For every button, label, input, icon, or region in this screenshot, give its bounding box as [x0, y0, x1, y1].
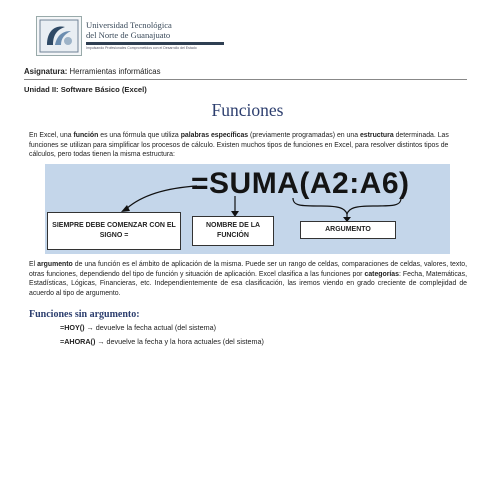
- function-description: → devuelve la fecha y la hora actuales (del sistema): [95, 337, 264, 346]
- formula-example: =SUMA(A2:A6): [191, 167, 410, 200]
- subject-label: Asignatura:: [24, 67, 68, 76]
- function-structure-diagram: [45, 164, 450, 254]
- function-name: =HOY(): [60, 323, 85, 332]
- university-tagline: Impulsando Profesionales Comprometidos con el Desarrollo del Estado: [86, 46, 197, 50]
- function-description: → devuelve la fecha actual (del sistema): [84, 323, 216, 332]
- unit-title: Unidad II: Software Básico (Excel): [24, 85, 147, 94]
- header-divider: [24, 79, 467, 80]
- subject-value: Herramientas informáticas: [69, 67, 161, 76]
- university-emblem-icon: [36, 16, 82, 56]
- university-name-line1: Universidad Tecnológica: [86, 20, 172, 30]
- label-sign: SIEMPRE DEBE COMENZAR CON EL SIGNO =: [47, 212, 181, 250]
- arrowhead-sign: [121, 205, 130, 212]
- arrow-sign: [125, 186, 197, 210]
- example-ahora: [60, 337, 264, 346]
- example-hoy: [60, 323, 216, 332]
- argument-paragraph: El argumento de una función es el ámbito de aplicación de la misma. Puede ser un rango de celdas, comparaciones de celdas, valores, texto, otras funciones, dependiendo del tipo de función y situación de aplicación. Excel clasifica a las funciones por categorías: Fecha, Matemáticas, Estadísticas, Lógicas, Financieras, etc. Independientemente de esa clasificación, las iremos viendo en grado creciente de complejidad de acuerdo al tipo de argumento.: [29, 261, 467, 297]
- label-function-name: NOMBRE DE LA FUNCIÓN: [192, 216, 274, 246]
- university-name-line2: del Norte de Guanajuato: [86, 30, 171, 40]
- logo-divider: [86, 42, 224, 45]
- intro-paragraph: En Excel, una función es una fórmula que utiliza palabras específicas (previamente programadas) en una estructura determinada. Las funciones se utilizan para simplificar los procesos de cálculo. Existen muchos tipos de funciones en Excel, para resolver distintos tipos de cálculos, pero todas tienen la misma estructura:: [29, 132, 449, 158]
- page-title: Funciones: [211, 100, 284, 120]
- university-logo: [36, 16, 224, 56]
- label-argument: ARGUMENTO: [300, 221, 396, 239]
- function-name: =AHORA(): [60, 337, 96, 346]
- argument-brace: [293, 198, 401, 214]
- subject-line: [24, 67, 161, 76]
- section-heading: Funciones sin argumento:: [29, 309, 140, 320]
